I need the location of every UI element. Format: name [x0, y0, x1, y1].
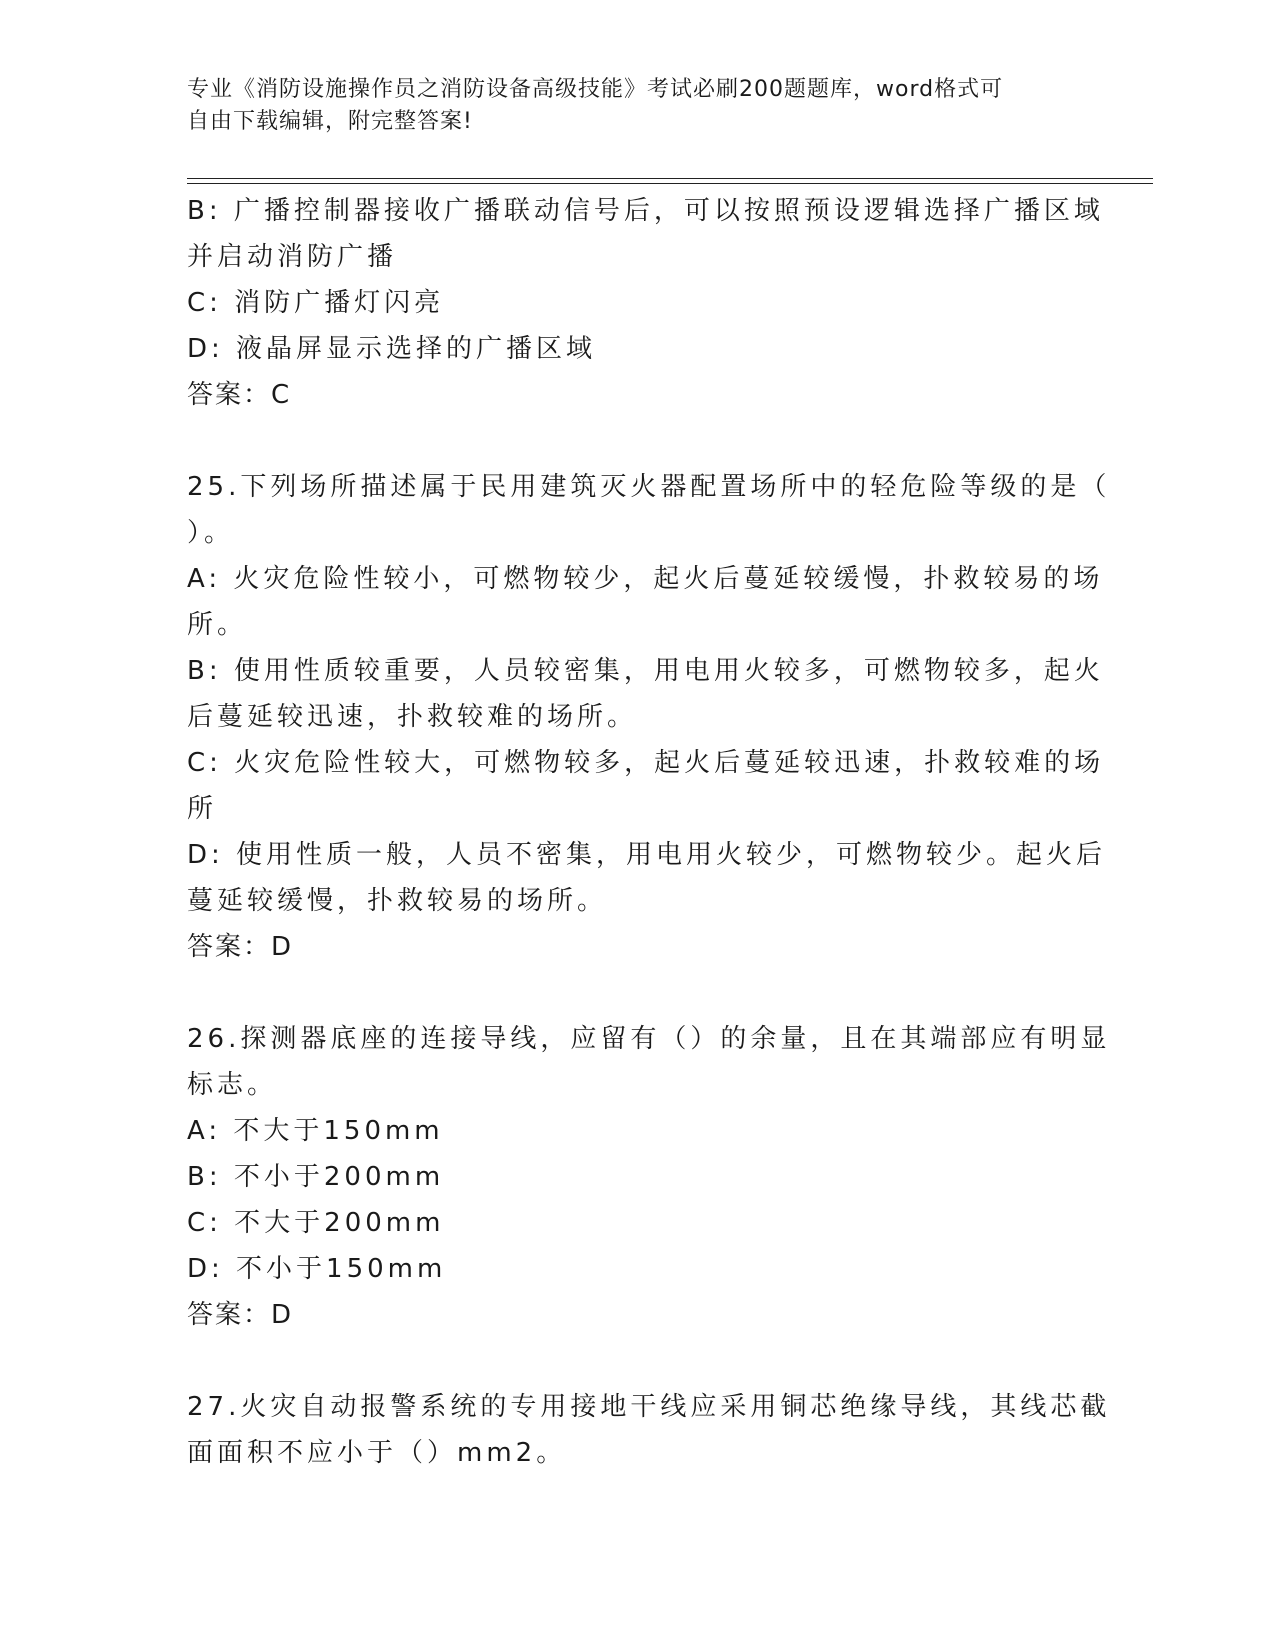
option-c-line-2: 所 [187, 794, 218, 824]
header-divider-bottom [187, 183, 1153, 184]
option-a: A: 不大于150mm [187, 1116, 444, 1146]
answer: 答案：D [187, 1300, 294, 1330]
option-d: D: 不小于150mm [187, 1254, 447, 1284]
question-spacer [187, 1338, 1067, 1384]
question-25 [187, 464, 1111, 970]
header-divider-top [187, 178, 1153, 179]
question-stem-line-1: 25.下列场所描述属于民用建筑灭火器配置场所中的轻危险等级的是（ [187, 472, 1111, 502]
option-a-line-2: 所。 [187, 610, 248, 640]
question-stem-line-1: 27.火灾自动报警系统的专用接地干线应采用铜芯绝缘导线，其线芯截 [187, 1392, 1111, 1422]
option-d-line-2: 蔓延较缓慢，扑救较易的场所。 [187, 886, 608, 916]
question-26 [187, 1016, 1111, 1338]
option-b-line-1: B: 广播控制器接收广播联动信号后，可以按照预设逻辑选择广播区域 [187, 196, 1104, 226]
option-a-line-1: A: 火灾危险性较小，可燃物较少，起火后蔓延较缓慢，扑救较易的场 [187, 564, 1104, 594]
answer: 答案：C [187, 380, 292, 410]
question-stem-line-2: 标志。 [187, 1070, 278, 1100]
question-stem-line-2: 面面积不应小于（）mm2。 [187, 1438, 567, 1468]
question-stem-line-1: 26.探测器底座的连接导线，应留有（）的余量，且在其端部应有明显 [187, 1024, 1111, 1054]
question-spacer [187, 418, 1067, 464]
header-line-2: 自由下载编辑，附完整答案! [187, 109, 473, 134]
document-header [187, 74, 1067, 138]
header-line-1: 专业《消防设施操作员之消防设备高级技能》考试必刷200题题库，word格式可 [187, 77, 1004, 102]
question-24-continued [187, 188, 1104, 418]
option-b: B: 不小于200mm [187, 1162, 445, 1192]
option-b-line-2: 并启动消防广播 [187, 242, 398, 272]
option-c-line-1: C: 火灾危险性较大，可燃物较多，起火后蔓延较迅速，扑救较难的场 [187, 748, 1105, 778]
option-d-line-1: D: 使用性质一般，人员不密集，用电用火较少，可燃物较少。起火后 [187, 840, 1107, 870]
option-d: D: 液晶屏显示选择的广播区域 [187, 334, 597, 364]
option-b-line-2: 后蔓延较迅速，扑救较难的场所。 [187, 702, 638, 732]
option-c: C: 不大于200mm [187, 1208, 445, 1238]
question-spacer [187, 970, 1067, 1016]
document-body [187, 188, 1111, 1476]
question-stem-line-2: ）。 [187, 518, 235, 548]
answer: 答案：D [187, 932, 294, 962]
question-27 [187, 1384, 1111, 1476]
option-c: C: 消防广播灯闪亮 [187, 288, 445, 318]
option-b-line-1: B: 使用性质较重要，人员较密集，用电用火较多，可燃物较多，起火 [187, 656, 1104, 686]
